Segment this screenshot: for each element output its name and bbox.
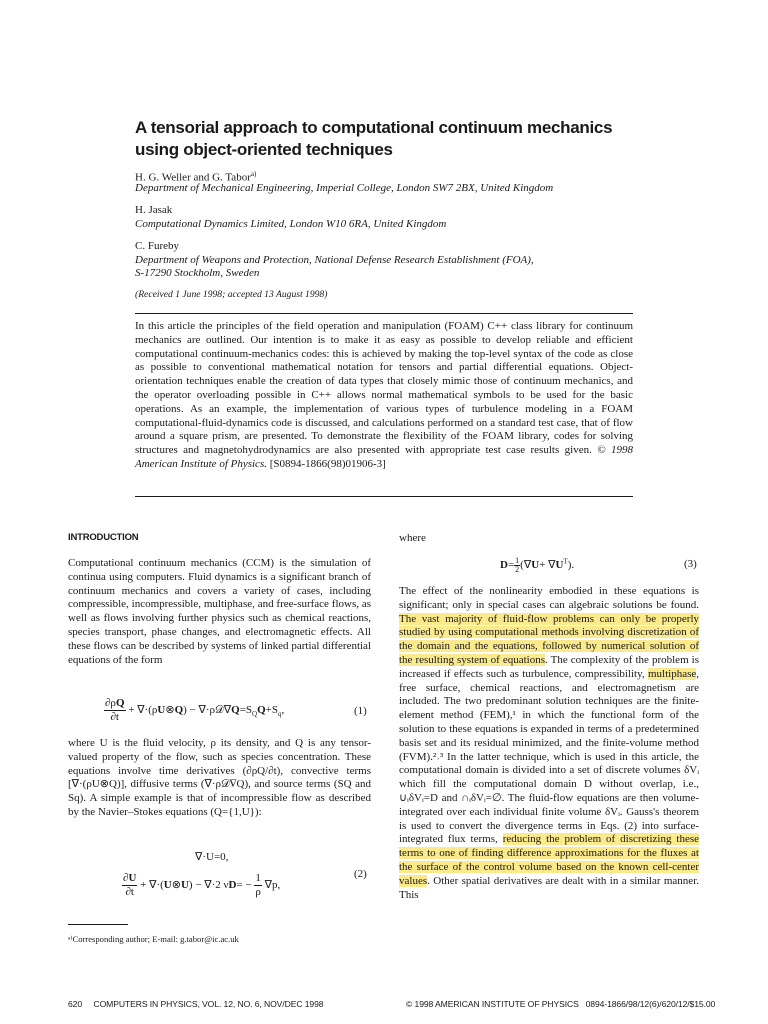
abstract-text: In this article the principles of the field operation and manipulation (FOAM) C++ class library for continuum mechanics are outlined. Our intention is to make it as easy as possible to develop reliable and efficient computational continuum-mechanics codes: this is achieved by making the top-level syntax of the code as close as possible to conventional mathematical notation for tensors and partial differential equations. Object-orientation techniques enable the creation of data types that closely mimic those of continuum mechanics, and the operator overloading possible in C++ allows normal mathematical symbols to be used for the basic operations. As an example, the implementation of various types of turbulence modeling in a FOAM computational-fluid-dynamics code is discussed, and calculations performed on a standard test case, that of flow around a square prism, are presented. To demonstrate the flexibility of the FOAM library, codes for solving structures and magnetohydrodynamics are also presented with appropriate test case results given.: [135, 320, 633, 457]
received-date: (Received 1 June 1998; accepted 13 August 1998): [135, 289, 328, 300]
equation-2-line-2: $\frac{\partial U}{\partial t}$ + ∇·(U⊗U) − ∇·2 νD= − $\frac{1}{\rho}$ ∇p,: [123, 872, 281, 898]
highlight-multiphase: multiphase: [647, 667, 697, 680]
abstract-bottom-rule: [135, 496, 633, 497]
right-text-techniques: , free surface, chemical reactions, and electromagnetism are included. The two predominant solution techniques are the finite-element method (FEM),¹ in which the functional form of the solution to these equations is expanded in terms of a predetermined basis set and its residual minimized, and the finite-volume method (FVM).²˒³ In the latter technique, which is used in this article, the computational domain is divided into a set of discrete volumes δVᵢ which fill the computational domain D without overlap, i.e., ∪ᵢδVᵢ=D and ∩ᵢδVᵢ=∅. The fluid-flow equations are then volume-integrated over each individual finite volume δVᵢ. Gauss's theorem is used to convert the divergence terms in Eqs. (2) into surface-integrated flux terms,: [399, 667, 699, 846]
footnote: ᵃ⁾Corresponding author; E-mail: g.tabor@ic.ac.uk: [68, 934, 239, 944]
right-where: where: [399, 532, 426, 544]
footer-journal: 620 COMPUTERS IN PHYSICS, VOL. 12, NO. 6, NOV/DEC 1998: [68, 999, 324, 1009]
abstract-top-rule: [135, 313, 633, 314]
eq2-pressure-fraction: $\frac{1}{\rho}$: [255, 872, 261, 898]
title-line-2: using object-oriented techniques: [135, 140, 393, 159]
affiliation-3-line-2: S-17290 Stockholm, Sweden: [135, 267, 260, 279]
equation-2-number: (2): [354, 868, 367, 880]
right-paragraph: [399, 585, 699, 902]
left-paragraph-1: Computational continuum mechanics (CCM) is the simulation of continua using computers. Fluid dynamics is a significant branch of continuum mechanics and covers a variety of cases, including compressible, incompressible, multiphase, and free-surface flows, as well as flows involving further physics such as chemical reactions, species transport, phase changes, and electromagnetic effects. All these flows can be described by systems of linked partial differential equations of the form: [68, 557, 371, 666]
footnote-rule: [68, 924, 128, 925]
affiliation-3-line-1: Department of Weapons and Protection, National Defense Research Establishment (FOA),: [135, 254, 534, 266]
author-1-sup: a): [250, 170, 257, 178]
author-3: C. Fureby: [135, 240, 179, 252]
affiliation-1: Department of Mechanical Engineering, Imperial College, London SW7 2BX, United Kingdom: [135, 182, 554, 194]
highlight-discretizing: reducing the problem of discretizing these terms to one of finding difference approximations for the fluxes at the surface of the control volume based on the known cell-center values: [399, 833, 699, 887]
equation-1-number: (1): [354, 705, 367, 717]
footer-copyright: © 1998 AMERICAN INSTITUTE OF PHYSICS 0894-1866/98/12(6)/620/12/$15.00: [406, 999, 716, 1009]
abstract: [135, 320, 633, 472]
equation-1: $\frac{\partial\rho Q}{\partial t}$ + ∇·(ρU⊗Q) − $\nabla\cdot\rho 𝒟\nabla Q=S_QQ+S_q$,: [105, 697, 285, 723]
equation-2-line-1: ∇·U=0,: [195, 851, 229, 863]
section-heading-introduction: INTRODUCTION: [68, 532, 139, 543]
right-text-complexity: . The complexity of the problem is increased if effects such as turbulence, compressibility,: [399, 653, 700, 680]
paper-title: [135, 117, 655, 161]
eq1-time-derivative: $\frac{\partial\rho Q}{\partial t}$: [105, 697, 125, 723]
author-1-name: H. G. Weller and G. Tabor: [135, 171, 251, 184]
author-2: H. Jasak: [135, 204, 173, 216]
abstract-copyright: © 1998 American Institute of Physics.: [135, 444, 633, 470]
eq2-time-derivative: $\frac{\partial U}{\partial t}$: [123, 872, 137, 898]
highlight-fluid-flow-problems: The vast majority of fluid-flow problems can only be properly studied by using computational methods involving discretization of the domain and the equations, followed by numerical solution of the resulting system of equations: [399, 612, 699, 666]
affiliation-2: Computational Dynamics Limited, London W10 6RA, United Kingdom: [135, 218, 447, 230]
title-line-1: A tensorial approach to computational continuum mechanics: [135, 118, 613, 137]
abstract-id: [S0894-1866(98)01906-3]: [269, 457, 386, 470]
right-text-intro: The effect of the nonlinearity embodied in these equations is significant; only in special cases can algebraic solutions be found.: [399, 585, 699, 611]
left-paragraph-2: where U is the fluid velocity, ρ its density, and Q is any tensor-valued property of the flow, such as species concentration. These equations involve time derivatives (∂ρQ/∂t), convective terms [∇·(ρU⊗Q)], diffusive terms (∇·ρ𝒟∇Q), and source terms (SQ and Sq). A simple example is that of incompressible flow as described by the Navier–Stokes equations (Q={1,U}):: [68, 737, 371, 818]
right-text-other-derivatives: . Other spatial derivatives are dealt with in a similar manner. This: [399, 874, 699, 901]
equation-3-number: (3): [684, 558, 697, 570]
equation-3: D= $\frac{1}{2}$ $(\nabla U+ \nabla U^T)$.: [500, 556, 575, 574]
eq3-half: $\frac{1}{2}$: [515, 556, 520, 574]
